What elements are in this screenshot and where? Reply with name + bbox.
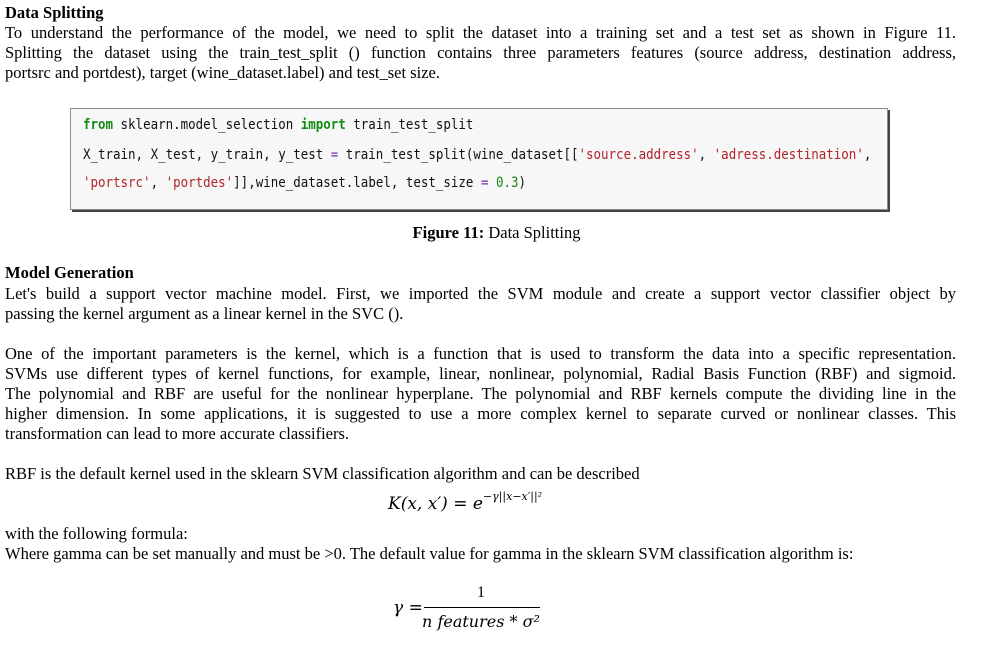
- code-string: 'portdes': [165, 175, 234, 191]
- section-heading-data-splitting: Data Splitting: [5, 3, 104, 22]
- code-line-3: [83, 175, 526, 191]
- section-heading-model-generation: Model Generation: [5, 263, 134, 282]
- code-line-2: [83, 147, 871, 163]
- code-operator: =: [330, 147, 339, 163]
- paragraph-line: One of the important parameters is the kernel, which is a function that is used to transform the data into a specific representation.: [5, 344, 956, 363]
- paragraph-line: Splitting the dataset using the train_test_split () function contains three parameters features (source address, destination address,: [5, 43, 956, 62]
- paragraph-line: RBF is the default kernel used in the sklearn SVM classification algorithm and can be described: [5, 464, 640, 483]
- code-figure: [70, 108, 888, 210]
- fraction-bar: [424, 607, 540, 608]
- code-keyword: from: [83, 117, 114, 133]
- paragraph-line: Let's build a support vector machine model. First, we imported the SVM module and create a support vector classifier object by: [5, 284, 956, 303]
- kernel-formula: [388, 490, 543, 514]
- paragraph-line: higher dimension. In some applications, it is suggested to use a more complex kernel to separate curved or nonlinear classes. This: [5, 404, 956, 423]
- figure-title: Data Splitting: [484, 223, 581, 242]
- paragraph-line: The polynomial and RBF are useful for the nonlinear hyperplane. The polynomial and RBF kernels compute the dividing line in the: [5, 384, 956, 403]
- formula-lhs: K(x, x′) = e: [388, 494, 483, 514]
- code-string: 'adress.destination': [713, 147, 864, 163]
- figure-label: Figure 11:: [412, 223, 485, 242]
- code-text: train_test_split: [345, 117, 474, 133]
- formula-denominator: n features * σ²: [422, 612, 540, 631]
- code-text: sklearn.model_selection: [113, 117, 301, 133]
- code-text: X_train, X_test, y_train, y_test: [83, 147, 331, 163]
- code-number: 0.3: [488, 175, 519, 191]
- code-string: 'source.address': [578, 147, 699, 163]
- paragraph-line: SVMs use different types of kernel functions, for example, linear, nonlinear, polynomial, Radial Basis Function (RBF) and sigmoid.: [5, 364, 956, 383]
- formula-lhs: γ =: [393, 598, 423, 618]
- paragraph-line: with the following formula:: [5, 524, 188, 543]
- code-operator: =: [480, 175, 489, 191]
- figure-caption: [0, 223, 993, 243]
- paragraph-line: passing the kernel argument as a linear kernel in the SVC ().: [5, 304, 404, 323]
- formula-numerator: 1: [477, 584, 485, 601]
- code-text: ,: [698, 147, 714, 163]
- paragraph-line: Where gamma can be set manually and must be >0. The default value for gamma in the sklearn SVM classification algorithm is:: [5, 544, 854, 563]
- code-keyword: import: [300, 117, 346, 133]
- code-text: ]],wine_dataset.label, test_size: [233, 175, 481, 191]
- paragraph-line: To understand the performance of the model, we need to split the dataset into a training set and a test set as shown in Figure 11.: [5, 23, 956, 42]
- code-text: ,: [150, 175, 166, 191]
- code-text: ): [518, 175, 526, 191]
- paragraph-line: portsrc and portdest), target (wine_dataset.label) and test_set size.: [5, 63, 440, 82]
- code-string: 'portsrc': [83, 175, 151, 191]
- code-text: ,: [863, 147, 872, 163]
- paragraph-line: transformation can lead to more accurate classifiers.: [5, 424, 350, 443]
- code-text: train_test_split(wine_dataset[[: [338, 147, 579, 163]
- formula-exponent: −γ||x−x′||²: [482, 490, 543, 503]
- code-line-1: [83, 117, 473, 133]
